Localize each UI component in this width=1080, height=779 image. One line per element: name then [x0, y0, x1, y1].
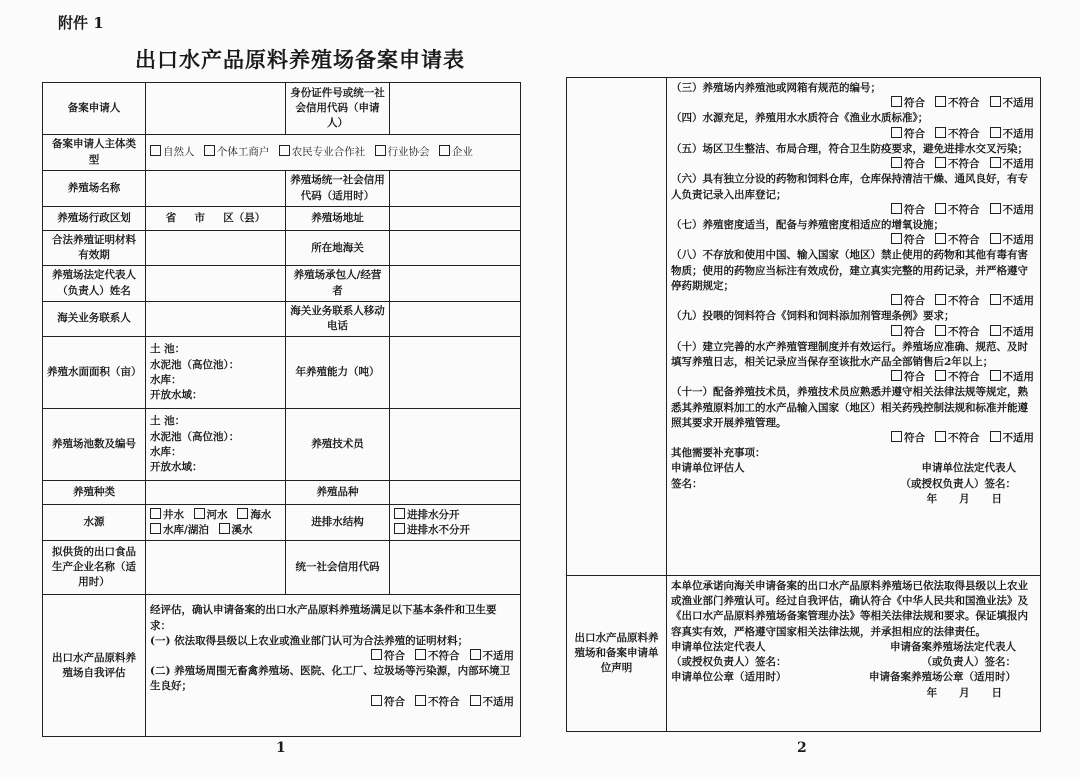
operator-label: 养殖场承包人/经营者 — [286, 266, 390, 301]
option-label: 符合 — [904, 371, 925, 384]
compliance-options — [671, 127, 1036, 142]
contact-phone-label: 海关业务联系人移动电话 — [286, 301, 390, 336]
water-option[interactable] — [237, 508, 271, 523]
area-line: 水泥池（高位池）： — [150, 358, 240, 371]
declaration-text: 本单位承诺向海关申请备案的出口水产品原料养殖场已依法取得县级以上农业或渔业部门养殖认可。经过自我评估，确认符合《中华人民共和国渔业法》及《出口水产品原料养殖场备案管理办法》等相关法律法规和要求。保证填报内容真实有效，严格遵守国家相关法律法规，并承担相应的法律责任。 — [671, 580, 1028, 638]
processor-credit-label: 统一社会信用代码 — [286, 541, 390, 595]
option-label: 进排水分开 — [407, 508, 460, 521]
option-not-comply[interactable] — [415, 649, 460, 664]
checkbox-icon — [935, 233, 946, 244]
option-label: 不符合 — [948, 295, 980, 308]
compliance-options — [671, 157, 1036, 172]
option-na[interactable] — [990, 370, 1035, 385]
area-line: 水库： — [150, 373, 182, 386]
option-not-comply[interactable] — [935, 203, 980, 218]
option-label: 不符合 — [948, 234, 980, 247]
checkbox-icon — [990, 96, 1001, 107]
option-not-comply[interactable] — [935, 325, 980, 340]
option-comply[interactable] — [371, 695, 405, 710]
decl-left2: （或授权负责人）签名： — [671, 656, 787, 669]
option-label: 不适用 — [1002, 203, 1034, 216]
area-line: 土 池： — [150, 343, 186, 356]
species-label: 养殖种类 — [43, 481, 146, 505]
tech-input[interactable] — [390, 409, 521, 481]
declaration-label: 出口水产品原料养殖场和备案申请单位声明 — [567, 576, 667, 732]
water-option[interactable] — [150, 508, 184, 523]
option-label: 符合 — [384, 695, 405, 708]
option-label: 符合 — [904, 325, 925, 338]
option-label: 个体工商户 — [216, 145, 270, 158]
option-label: 企业 — [451, 145, 473, 158]
option-not-comply[interactable] — [935, 370, 980, 385]
attachment-label: 附件 1 — [58, 14, 104, 32]
day-label: 日 — [991, 492, 1002, 505]
option-comply[interactable] — [891, 157, 925, 172]
struct-option[interactable] — [394, 523, 470, 538]
farm-credit-input[interactable] — [390, 171, 521, 207]
option-na[interactable] — [990, 294, 1035, 309]
entity-option[interactable] — [279, 145, 366, 160]
address-label: 养殖场地址 — [286, 207, 390, 231]
checkbox-icon — [891, 203, 902, 214]
criteria-item: （五）场区卫生整洁、布局合理，符合卫生防疫要求，避免进排水交叉污染； — [671, 142, 1028, 155]
checkbox-icon — [415, 695, 426, 706]
checkbox-icon — [935, 157, 946, 168]
option-comply[interactable] — [891, 233, 925, 248]
criteria-continued-label — [567, 78, 667, 576]
compliance-options — [671, 325, 1036, 340]
decl-right1: 申请备案养殖场法定代表人 — [890, 640, 1016, 653]
year-label: 年 — [926, 492, 938, 505]
month-label: 月 — [959, 686, 970, 699]
processor-input[interactable] — [146, 541, 286, 595]
customs-label: 所在地海关 — [286, 231, 390, 266]
contact-phone-input[interactable] — [390, 301, 521, 336]
checkbox-icon — [891, 370, 902, 381]
signature-row — [671, 461, 1036, 476]
year-label: 年 — [926, 686, 938, 699]
ponds-line: 土 池： — [150, 415, 186, 428]
decl-right2: （或负责人）签名： — [921, 656, 1016, 669]
county-label: 区（县） — [223, 211, 266, 224]
declaration-content — [667, 576, 1041, 732]
checkbox-icon — [935, 325, 946, 336]
farm-name-label: 养殖场名称 — [43, 171, 146, 207]
area-label: 养殖水面面积（亩） — [43, 337, 146, 409]
month-label: 月 — [959, 492, 970, 505]
checkbox-icon — [891, 431, 902, 442]
checkbox-icon — [891, 233, 902, 244]
checkbox-icon — [375, 145, 386, 156]
option-label: 溪水 — [231, 523, 253, 536]
option-comply[interactable] — [891, 294, 925, 309]
signature-row — [671, 670, 1036, 685]
checkbox-icon — [990, 233, 1001, 244]
authorized-sign-label: （或授权负责人）签名： — [900, 477, 1016, 490]
entity-option[interactable] — [204, 145, 270, 160]
city-label: 市 — [194, 211, 205, 224]
compliance-options — [671, 96, 1036, 111]
legal-rep-label: 养殖场法定代表人（负责人）姓名 — [43, 266, 146, 301]
checkbox-icon — [394, 508, 405, 519]
region-input[interactable] — [146, 207, 286, 231]
area-line: 开放水域： — [150, 389, 203, 402]
farm-credit-label: 养殖场统一社会信用代码（适用时） — [286, 171, 390, 207]
ponds-line: 开放水域： — [150, 461, 203, 474]
option-label: 不符合 — [948, 127, 980, 140]
option-label: 不适用 — [1002, 432, 1034, 445]
checkbox-icon — [415, 649, 426, 660]
customs-input[interactable] — [390, 231, 521, 266]
proof-input[interactable] — [146, 231, 286, 266]
option-comply[interactable] — [891, 431, 925, 446]
checkbox-icon — [990, 203, 1001, 214]
checkbox-icon — [439, 145, 450, 156]
water-options — [146, 505, 286, 541]
option-label: 符合 — [904, 234, 925, 247]
entity-option[interactable] — [375, 145, 430, 160]
criteria-item: （六）具有独立分设的药物和饲料仓库，仓库保持清洁干燥、通风良好，有专人负责记录入出库登记； — [671, 173, 1028, 201]
compliance-options — [150, 695, 516, 710]
applicant-label: 备案申请人 — [43, 83, 146, 135]
option-comply[interactable] — [891, 325, 925, 340]
area-input[interactable] — [146, 337, 286, 409]
form-title: 出口水产品原料养殖场备案申请表 — [135, 47, 465, 72]
entity-type-options — [146, 135, 521, 171]
water-option[interactable] — [194, 508, 228, 523]
capacity-input[interactable] — [390, 337, 521, 409]
checkbox-icon — [891, 325, 902, 336]
criteria-item: （八）不存放和使用中国、输入国家（地区）禁止使用的药物和其他有毒有害物质；使用的药物应当标注有效成份，建立真实完整的用药记录，并严格遵守停药期规定； — [671, 249, 1028, 292]
checkbox-icon — [371, 695, 382, 706]
option-label: 不适用 — [1002, 234, 1034, 247]
self-eval-content — [146, 595, 521, 737]
compliance-options — [671, 431, 1036, 446]
operator-input[interactable] — [390, 266, 521, 301]
checkbox-icon — [935, 203, 946, 214]
option-na[interactable] — [990, 325, 1035, 340]
checkbox-icon — [279, 145, 290, 156]
option-label: 自然人 — [163, 145, 195, 158]
ponds-line: 水库： — [150, 445, 182, 458]
contact-input[interactable] — [146, 301, 286, 336]
evaluator-label: 申请单位评估人 — [671, 462, 745, 475]
self-eval-item: (二) 养殖场周围无畜禽养殖场、医院、化工厂、垃圾场等污染源，内部环境卫生良好； — [150, 665, 511, 693]
applicant-id-label: 身份证件号或统一社会信用代码（申请人） — [286, 83, 390, 135]
checkbox-icon — [990, 127, 1001, 138]
water-option[interactable] — [219, 523, 253, 538]
criteria-list — [667, 78, 1041, 576]
option-label: 不适用 — [482, 649, 514, 662]
option-not-comply[interactable] — [935, 233, 980, 248]
option-label: 不符合 — [948, 203, 980, 216]
applicant-input[interactable] — [146, 83, 286, 135]
criteria-item: （四）水源充足，养殖用水水质符合《渔业水质标准》； — [671, 112, 929, 125]
criteria-item: （十）建立完善的水产养殖管理制度并有效运行。养殖场应准确、规范、及时填写养殖日志，相关记录应当保存至该批水产品全部销售后2年以上； — [671, 340, 1028, 368]
processor-credit-input[interactable] — [390, 541, 521, 595]
option-comply[interactable] — [891, 370, 925, 385]
struct-option[interactable] — [394, 508, 460, 523]
checkbox-icon — [150, 523, 161, 534]
checkbox-icon — [891, 294, 902, 305]
option-label: 不适用 — [1002, 371, 1034, 384]
option-na[interactable] — [990, 233, 1035, 248]
option-not-comply[interactable] — [935, 127, 980, 142]
checkbox-icon — [371, 649, 382, 660]
self-eval-item: (一) 依法取得县级以上农业或渔业部门认可为合法养殖的证明材料； — [150, 634, 469, 647]
option-label: 不符合 — [948, 158, 980, 171]
legal-rep-sign-label: 申请单位法定代表人 — [921, 462, 1016, 475]
checkbox-icon — [935, 294, 946, 305]
checkbox-icon — [935, 370, 946, 381]
water-label: 水源 — [43, 505, 146, 541]
evaluator-sign-label: 签名： — [671, 477, 703, 490]
proof-label: 合法养殖证明材料有效期 — [43, 231, 146, 266]
option-label: 井水 — [163, 508, 184, 521]
option-na[interactable] — [990, 203, 1035, 218]
checkbox-icon — [237, 508, 248, 519]
ponds-line: 水泥池（高位池）： — [150, 430, 240, 443]
option-label: 不符合 — [948, 371, 980, 384]
option-label: 符合 — [904, 295, 925, 308]
checkbox-icon — [891, 127, 902, 138]
checkbox-icon — [935, 127, 946, 138]
compliance-options — [150, 649, 516, 664]
day-label: 日 — [991, 686, 1002, 699]
checkbox-icon — [990, 325, 1001, 336]
other-items-label: 其他需要补充事项： — [671, 447, 766, 460]
option-label: 不符合 — [948, 325, 980, 338]
criteria-item: （三）养殖场内养殖池或网箱有规范的编号； — [671, 82, 881, 94]
form-table-page2 — [566, 77, 1041, 732]
address-input[interactable] — [390, 207, 521, 231]
option-na[interactable] — [990, 127, 1035, 142]
option-label: 不适用 — [1002, 295, 1034, 308]
farm-name-input[interactable] — [146, 171, 286, 207]
capacity-label: 年养殖能力（吨） — [286, 337, 390, 409]
applicant-id-input[interactable] — [390, 83, 521, 135]
option-label: 不适用 — [1002, 97, 1034, 110]
checkbox-icon — [150, 145, 161, 156]
option-label: 海水 — [250, 508, 272, 521]
processor-label: 拟供货的出口食品生产企业名称（适用时） — [43, 541, 146, 595]
option-label: 符合 — [904, 203, 925, 216]
option-na[interactable] — [990, 96, 1035, 111]
checkbox-icon — [394, 523, 405, 534]
option-na[interactable] — [470, 695, 515, 710]
decl-right3: 申请备案养殖场公章（适用时） — [869, 671, 1016, 684]
self-eval-intro: 经评估，确认申请备案的出口水产品原料养殖场满足以下基本条件和卫生要求： — [150, 604, 497, 632]
legal-rep-input[interactable] — [146, 266, 286, 301]
option-label: 不符合 — [948, 432, 980, 445]
variety-input[interactable] — [390, 481, 521, 505]
compliance-options — [671, 370, 1036, 385]
species-input[interactable] — [146, 481, 286, 505]
option-label: 符合 — [904, 127, 925, 140]
province-label: 省 — [165, 211, 177, 224]
signature-row — [671, 640, 1036, 655]
ponds-input[interactable] — [146, 409, 286, 481]
option-comply[interactable] — [891, 96, 925, 111]
water-option[interactable] — [150, 523, 209, 538]
option-label: 不适用 — [1002, 127, 1034, 140]
checkbox-icon — [194, 508, 205, 519]
option-comply[interactable] — [891, 127, 925, 142]
checkbox-icon — [219, 523, 230, 534]
option-na[interactable] — [470, 649, 515, 664]
page-number-1: 1 — [276, 740, 286, 756]
entity-type-label: 备案申请人主体类型 — [43, 135, 146, 171]
region-label: 养殖场行政区划 — [43, 207, 146, 231]
option-label: 行业协会 — [387, 145, 430, 158]
compliance-options — [671, 294, 1036, 309]
option-label: 河水 — [206, 508, 228, 521]
checkbox-icon — [150, 508, 161, 519]
date-line — [671, 492, 1036, 507]
checkbox-icon — [470, 649, 481, 660]
checkbox-icon — [470, 695, 481, 706]
option-not-comply[interactable] — [935, 294, 980, 309]
entity-option[interactable] — [439, 145, 473, 160]
tech-label: 养殖技术员 — [286, 409, 390, 481]
variety-label: 养殖品种 — [286, 481, 390, 505]
checkbox-icon — [891, 96, 902, 107]
option-label: 不符合 — [428, 649, 460, 662]
date-line — [671, 686, 1036, 701]
option-na[interactable] — [990, 157, 1035, 172]
option-not-comply[interactable] — [935, 431, 980, 446]
contact-label: 海关业务联系人 — [43, 301, 146, 336]
option-comply[interactable] — [371, 649, 405, 664]
option-label: 符合 — [904, 158, 925, 171]
option-label: 不符合 — [428, 695, 460, 708]
checkbox-icon — [204, 145, 215, 156]
option-label: 水库/湖泊 — [163, 523, 209, 536]
self-eval-label: 出口水产品原料养殖场自我评估 — [43, 595, 146, 737]
option-not-comply[interactable] — [935, 96, 980, 111]
checkbox-icon — [990, 370, 1001, 381]
struct-label: 进排水结构 — [286, 505, 390, 541]
option-label: 不符合 — [948, 97, 980, 110]
criteria-item: （十一）配备养殖技术员，养殖技术员应熟悉并遵守相关法律法规等规定，熟悉其养殖原料加工的水产品输入国家（地区）相关药残控制法规和标准并能遵照其要求开展养殖管理。 — [671, 386, 1028, 429]
entity-option[interactable] — [150, 145, 195, 160]
criteria-item: （七）养殖密度适当，配备与养殖密度相适应的增氧设施； — [671, 218, 944, 231]
struct-options — [390, 505, 521, 541]
option-label: 进排水不分开 — [407, 523, 470, 536]
compliance-options — [671, 233, 1036, 248]
checkbox-icon — [891, 157, 902, 168]
option-label: 不适用 — [1002, 325, 1034, 338]
signature-row — [671, 655, 1036, 670]
ponds-label: 养殖场池数及编号 — [43, 409, 146, 481]
option-not-comply[interactable] — [415, 695, 460, 710]
option-label: 符合 — [904, 432, 925, 445]
page-number-2: 2 — [797, 740, 807, 756]
checkbox-icon — [935, 431, 946, 442]
checkbox-icon — [935, 96, 946, 107]
decl-left3: 申请单位公章（适用时） — [671, 671, 787, 684]
checkbox-icon — [990, 157, 1001, 168]
option-not-comply[interactable] — [935, 157, 980, 172]
form-table-page1 — [42, 82, 521, 737]
option-label: 农民专业合作社 — [291, 145, 366, 158]
checkbox-icon — [990, 431, 1001, 442]
signature-row — [671, 477, 1036, 492]
option-label: 符合 — [904, 97, 925, 110]
criteria-item: （九）投喂的饲料符合《饲料和饲料添加剂管理条例》要求； — [671, 310, 955, 323]
option-label: 符合 — [384, 649, 405, 662]
compliance-options — [671, 203, 1036, 218]
option-comply[interactable] — [891, 203, 925, 218]
option-label: 不适用 — [1002, 158, 1034, 171]
option-na[interactable] — [990, 431, 1035, 446]
decl-left1: 申请单位法定代表人 — [671, 640, 766, 653]
option-label: 不适用 — [482, 695, 514, 708]
checkbox-icon — [990, 294, 1001, 305]
